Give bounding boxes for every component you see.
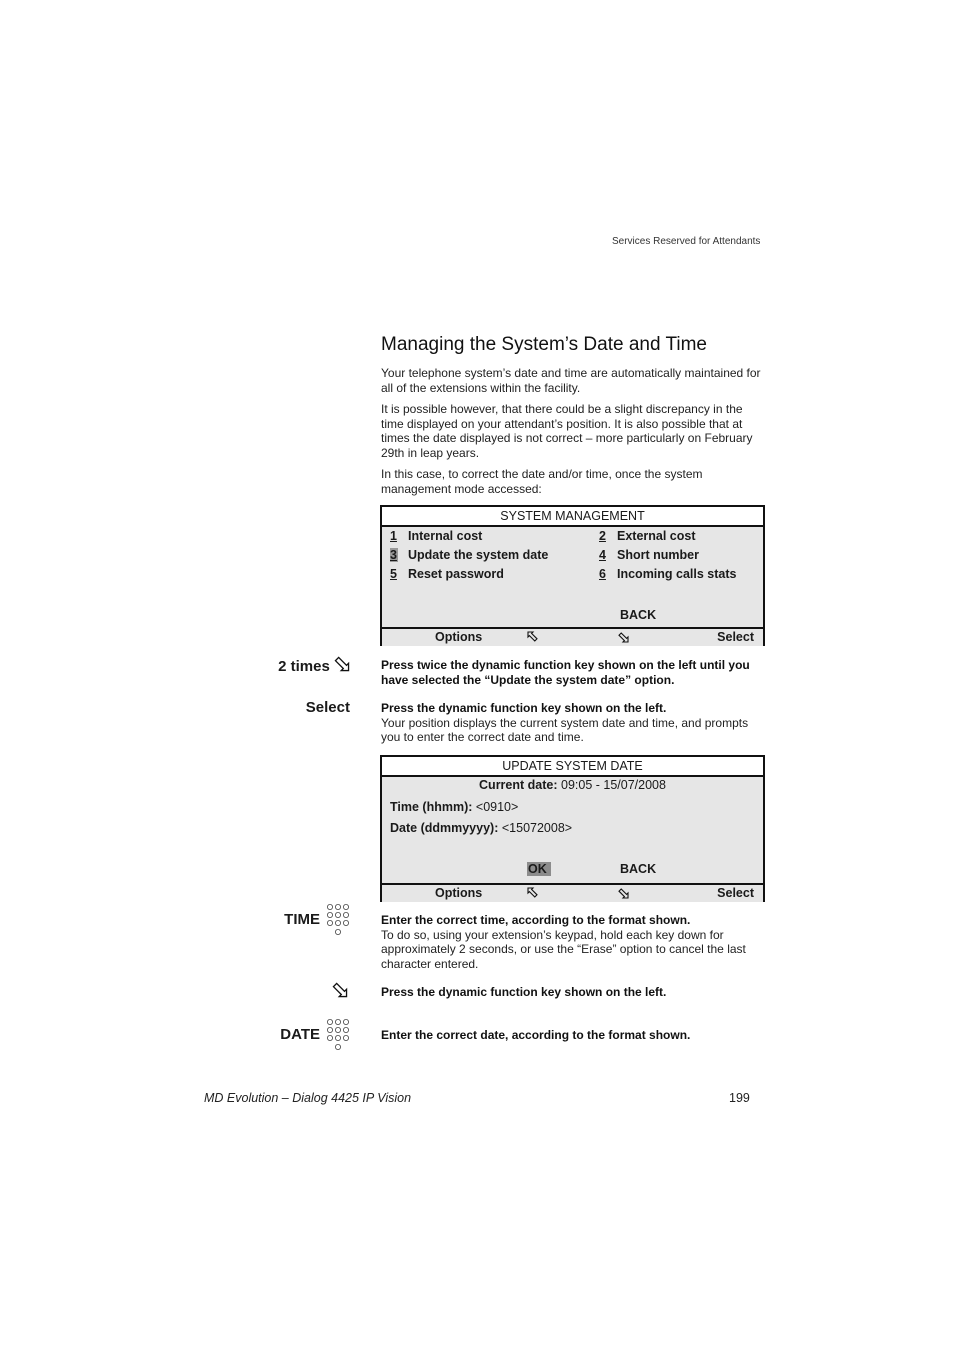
page-title: Managing the System’s Date and Time bbox=[381, 334, 707, 355]
menu-item-number: 4 bbox=[599, 548, 606, 562]
softkey-bar bbox=[382, 883, 763, 902]
menu-item-update-system-date[interactable] bbox=[390, 548, 548, 562]
current-date-label: Current date: bbox=[479, 778, 558, 792]
menu-item-label: Reset password bbox=[408, 567, 504, 581]
step-2-instruction bbox=[381, 701, 761, 745]
menu-item-label: External cost bbox=[617, 529, 696, 543]
menu-item-incoming-calls-stats[interactable] bbox=[599, 567, 736, 581]
intro-paragraph-2 bbox=[381, 402, 761, 460]
step-3-text: To do so, using your extension’s keypad, hold each key down for approximately 2 seconds, or use the “Erase” option to cancel the last character entered. bbox=[381, 927, 746, 971]
step-5-bold: Enter the correct date, according to the format shown. bbox=[381, 1028, 691, 1042]
step-time-label: TIME bbox=[284, 911, 320, 928]
step-4-bold: Press the dynamic function key shown on the left. bbox=[381, 985, 667, 999]
menu-item-label: Internal cost bbox=[408, 529, 483, 543]
step-2-text: Your position displays the current system date and time, and prompts you to enter the correct date and time. bbox=[381, 715, 749, 744]
screen-title: UPDATE SYSTEM DATE bbox=[382, 757, 763, 777]
menu-item-number: 5 bbox=[390, 567, 397, 581]
menu-item-label: Incoming calls stats bbox=[617, 567, 737, 581]
arrow-up-left-icon[interactable] bbox=[527, 631, 538, 645]
intro-text-1: Your telephone system’s date and time are automatically maintained for all of the extensions within the facility. bbox=[381, 366, 761, 395]
intro-text-2: It is possible however, that there could be a slight discrepancy in the time displayed on your attendant’s position. It is also possible that at times the date displayed is not correct – more particularly on February 29th in leap years. bbox=[381, 402, 753, 460]
options-softkey[interactable]: Options bbox=[435, 886, 483, 900]
keypad-icon bbox=[326, 1018, 350, 1057]
time-label: Time (hhmm): bbox=[390, 800, 473, 814]
step-select-label: Select bbox=[305, 699, 350, 716]
page-number: 199 bbox=[729, 1091, 750, 1105]
intro-text-3: In this case, to correct the date and/or time, once the system management mode accessed: bbox=[381, 467, 703, 496]
arrow-down-right-icon bbox=[334, 656, 350, 676]
menu-item-short-number[interactable] bbox=[599, 548, 699, 562]
ok-softkey[interactable]: OK bbox=[527, 862, 551, 876]
intro-paragraph-3 bbox=[381, 467, 761, 496]
date-field[interactable]: <15072008> bbox=[501, 821, 573, 835]
step-1-instruction bbox=[381, 658, 761, 687]
softkey-bar bbox=[382, 627, 763, 646]
menu-item-label: Update the system date bbox=[408, 548, 549, 562]
step-5-instruction bbox=[381, 1028, 761, 1043]
intro-paragraph-1 bbox=[381, 366, 761, 395]
menu-item-number: 6 bbox=[599, 567, 606, 581]
step-1-bold: Press twice the dynamic function key shown on the left until you have selected the “Update the system date” option. bbox=[381, 658, 750, 687]
back-softkey[interactable]: BACK bbox=[620, 608, 657, 622]
step-4-instruction bbox=[381, 985, 761, 1000]
keypad-icon bbox=[326, 903, 350, 942]
date-row[interactable] bbox=[390, 821, 572, 835]
arrow-down-right-icon bbox=[332, 982, 348, 1003]
step-2-bold: Press the dynamic function key shown on the left. bbox=[381, 701, 667, 715]
screen-title: SYSTEM MANAGEMENT bbox=[382, 507, 763, 527]
time-field[interactable]: <0910> bbox=[475, 800, 519, 814]
menu-item-label: Short number bbox=[617, 548, 699, 562]
document-title: MD Evolution – Dialog 4425 IP Vision bbox=[204, 1091, 412, 1105]
select-softkey[interactable]: Select bbox=[717, 630, 754, 644]
date-label: Date (ddmmyyyy): bbox=[390, 821, 499, 835]
menu-item-reset-password[interactable] bbox=[390, 567, 504, 581]
step-3-bold: Enter the correct time, according to the format shown. bbox=[381, 913, 691, 927]
time-row[interactable] bbox=[390, 800, 518, 814]
arrow-up-left-icon[interactable] bbox=[527, 887, 538, 901]
step-label-text: 2 times bbox=[278, 658, 330, 675]
current-date-row bbox=[382, 778, 763, 792]
step-3-instruction bbox=[381, 913, 761, 971]
arrow-down-right-icon[interactable] bbox=[618, 632, 629, 646]
back-softkey[interactable]: BACK bbox=[620, 862, 657, 876]
options-softkey[interactable]: Options bbox=[435, 630, 483, 644]
current-date-value: 09:05 - 15/07/2008 bbox=[561, 778, 666, 792]
arrow-down-right-icon[interactable] bbox=[618, 888, 629, 902]
update-system-date-screen bbox=[380, 755, 765, 902]
step-date-label: DATE bbox=[280, 1026, 320, 1043]
page-header: Services Reserved for Attendants bbox=[612, 236, 761, 247]
select-softkey[interactable]: Select bbox=[717, 886, 754, 900]
menu-item-internal-cost[interactable] bbox=[390, 529, 482, 543]
menu-item-number: 2 bbox=[599, 529, 606, 543]
menu-item-number-selected: 3 bbox=[390, 548, 397, 562]
step-2-times-label bbox=[262, 656, 350, 676]
system-management-screen bbox=[380, 505, 765, 646]
menu-item-external-cost[interactable] bbox=[599, 529, 696, 543]
menu-item-number: 1 bbox=[390, 529, 397, 543]
